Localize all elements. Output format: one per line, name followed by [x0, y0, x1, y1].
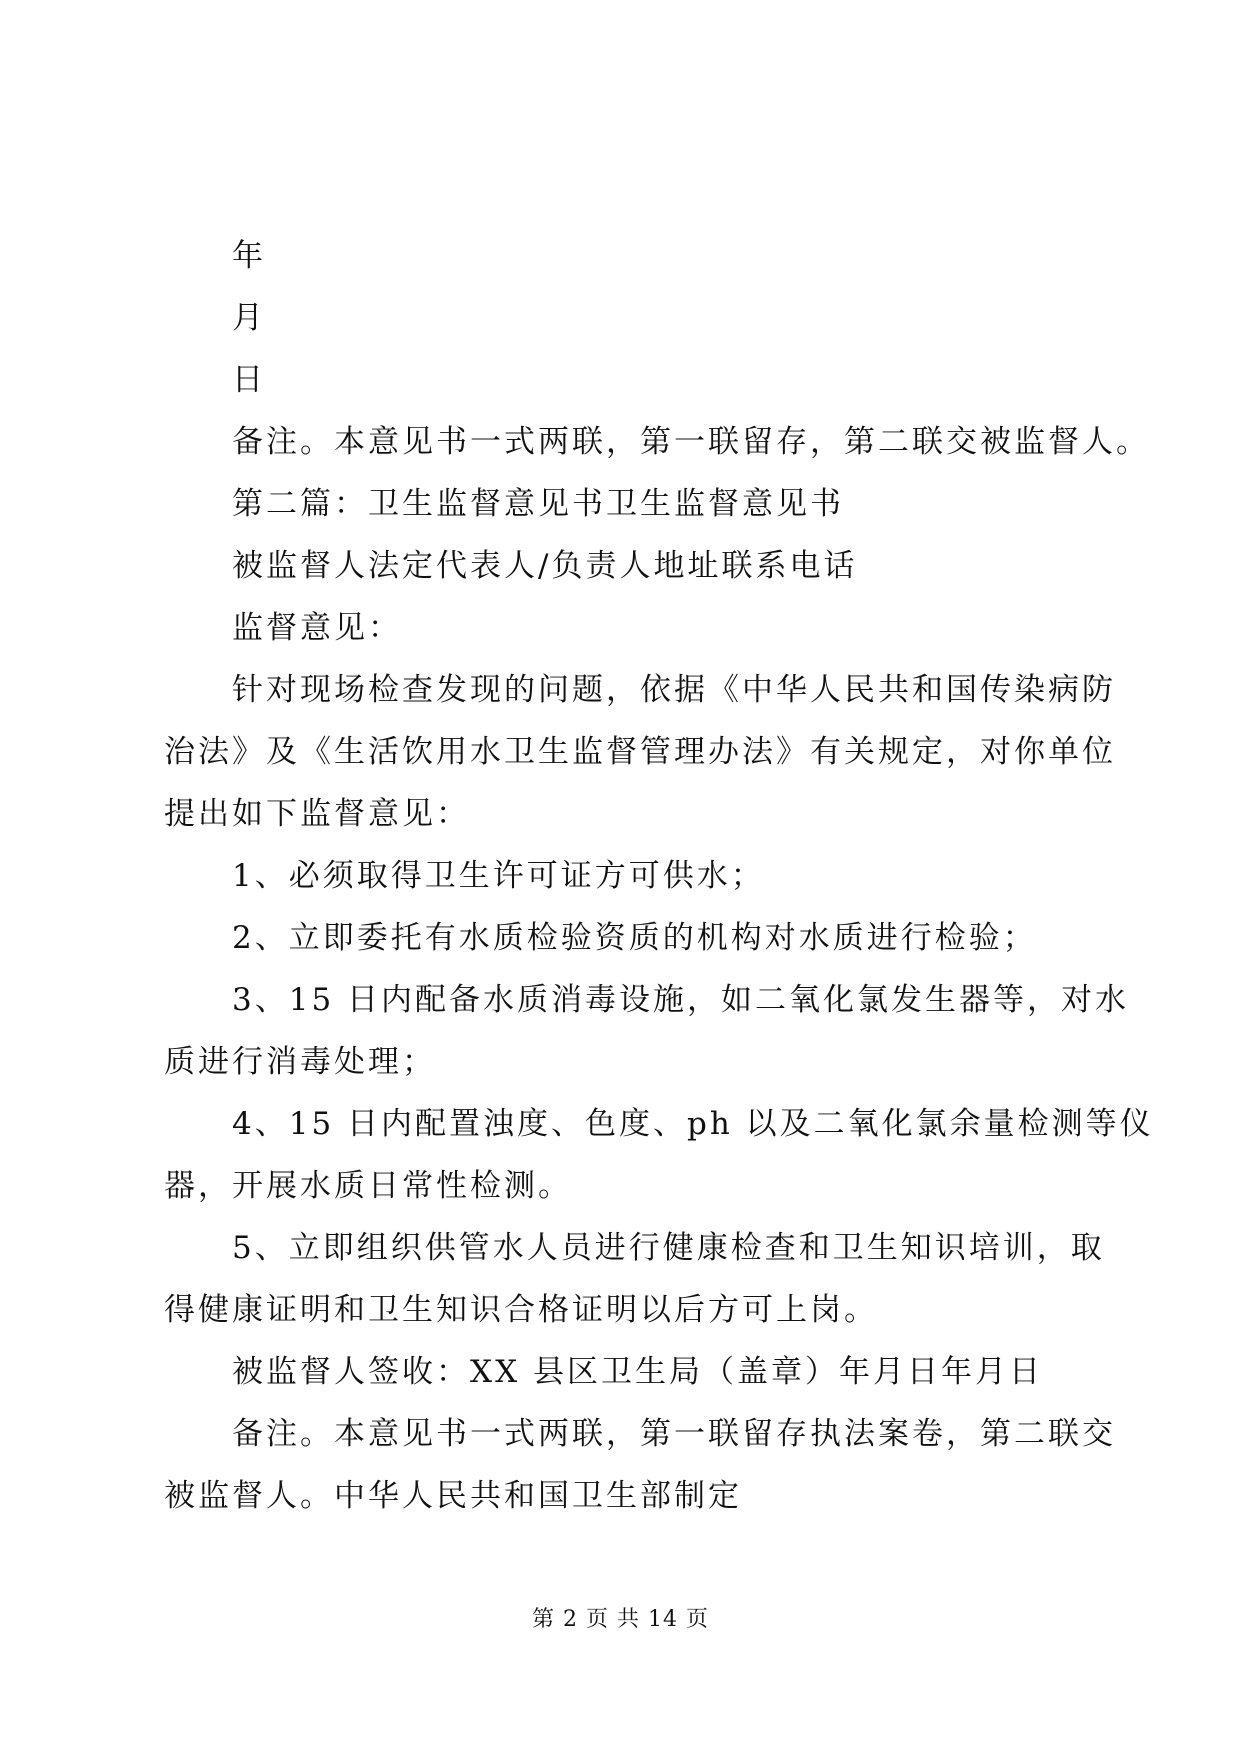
- section-heading: 第二篇：卫生监督意见书卫生监督意见书: [232, 486, 844, 522]
- date-day-label: 日: [232, 362, 266, 398]
- signature-line: 被监督人签收：XX 县区卫生局（盖章）年月日年月日: [232, 1354, 1043, 1390]
- body-paragraph-line: 治法》及《生活饮用水卫生监督管理办法》有关规定，对你单位: [164, 734, 1116, 770]
- page-number-footer: 第 2 页 共 14 页: [532, 1607, 709, 1632]
- opinion-item-3-cont: 质进行消毒处理；: [164, 1044, 436, 1080]
- opinion-item-1: 1、必须取得卫生许可证方可供水；: [232, 858, 765, 894]
- body-paragraph-line: 针对现场检查发现的问题，依据《中华人民共和国传染病防: [232, 672, 1116, 708]
- date-month-label: 月: [232, 300, 266, 336]
- opinion-item-4-cont: 器，开展水质日常性检测。: [164, 1168, 572, 1204]
- remark-paragraph-2-cont: 被监督人。中华人民共和国卫生部制定: [164, 1478, 742, 1514]
- body-paragraph-line: 提出如下监督意见：: [164, 796, 470, 832]
- opinion-item-2: 2、立即委托有水质检验资质的机构对水质进行检验；: [232, 920, 1037, 956]
- opinion-item-5: 5、立即组织供管水人员进行健康检查和卫生知识培训，取: [232, 1230, 1105, 1266]
- opinion-item-5-cont: 得健康证明和卫生知识合格证明以后方可上岗。: [164, 1292, 878, 1328]
- date-year-label: 年: [232, 238, 266, 274]
- opinion-heading: 监督意见：: [232, 610, 402, 646]
- opinion-item-4: 4、15 日内配置浊度、色度、ph 以及二氧化氯余量检测等仪: [232, 1106, 1154, 1142]
- remark-paragraph-2: 备注。本意见书一式两联，第一联留存执法案卷，第二联交: [232, 1416, 1116, 1452]
- remark-paragraph: 备注。本意见书一式两联，第一联留存，第二联交被监督人。: [232, 424, 1150, 460]
- supervised-party-info: 被监督人法定代表人/负责人地址联系电话: [232, 548, 858, 584]
- opinion-item-3: 3、15 日内配备水质消毒设施，如二氧化氯发生器等，对水: [232, 982, 1130, 1018]
